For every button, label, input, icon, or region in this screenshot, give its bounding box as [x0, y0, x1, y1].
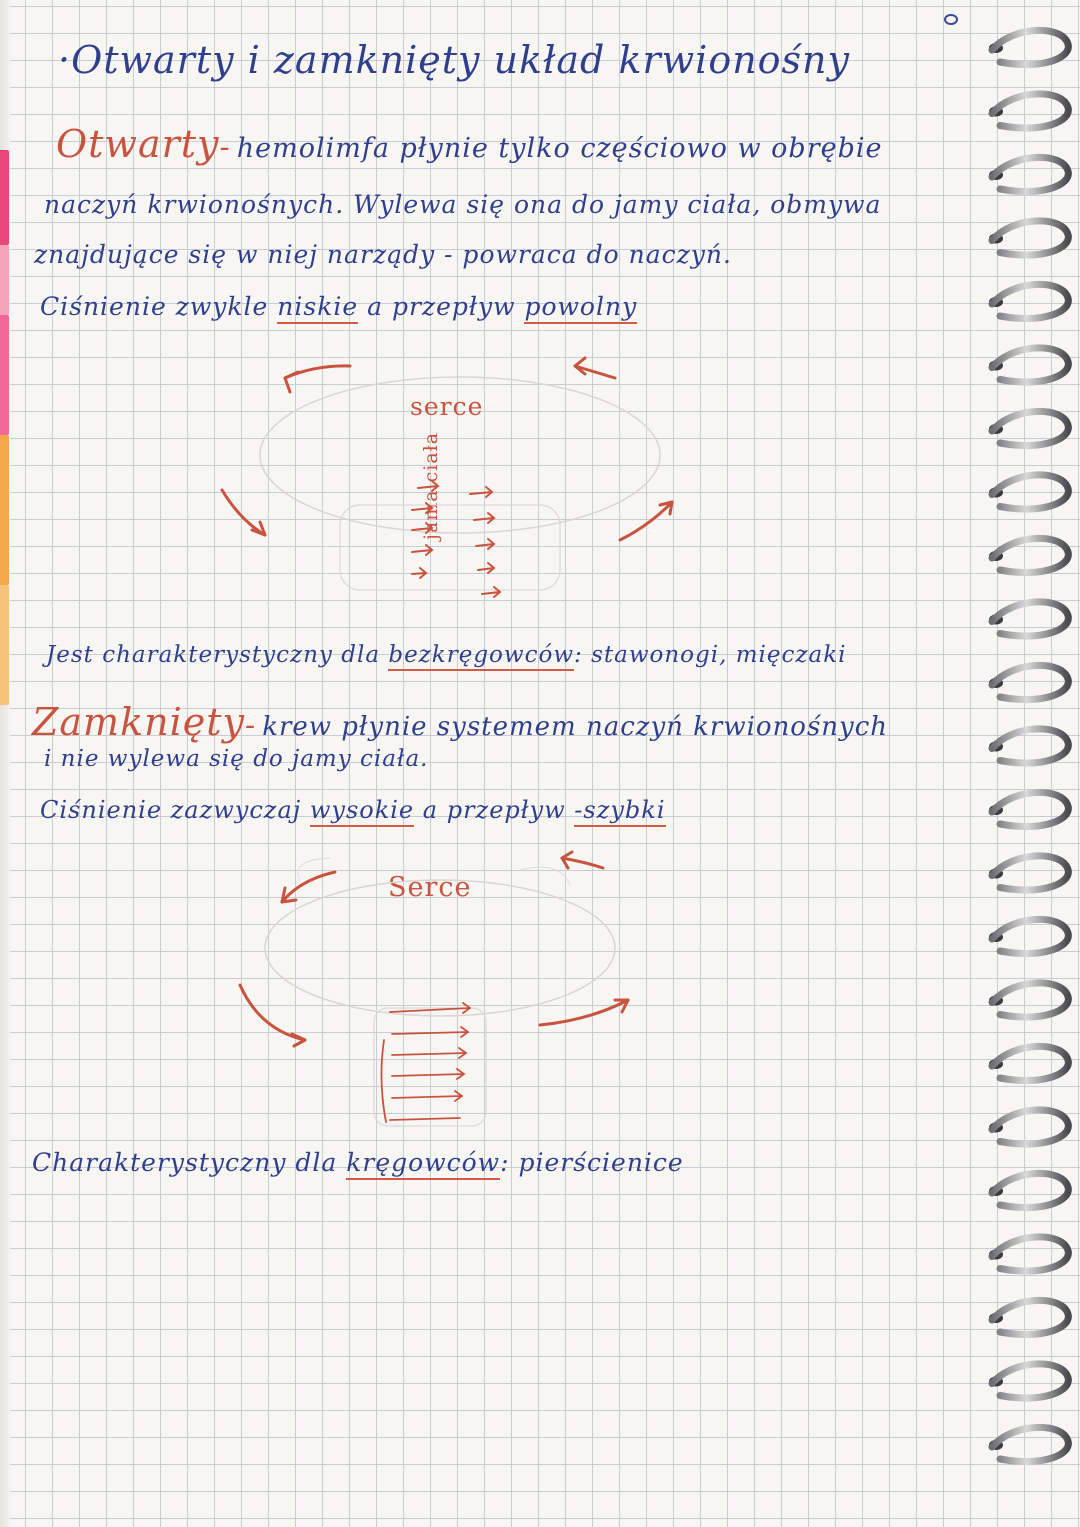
open-diagram-heart-label: serce: [410, 392, 484, 421]
index-tab: [0, 435, 9, 585]
index-tab: [0, 150, 9, 245]
open-characteristic-line: [46, 642, 847, 668]
spiral-coil: [992, 94, 1068, 128]
spiral-coil: [992, 1110, 1068, 1144]
closed-heading: Zamknięty: [32, 700, 245, 744]
open-line-3: znajdujące się w niej narządy - powraca do naczyń.: [34, 240, 732, 269]
closed-line-1-text: krew płynie systemem naczyń krwionośnych: [262, 712, 889, 742]
spiral-coil: [992, 1173, 1068, 1207]
page-title: ·Otwarty i zamknięty układ krwionośny: [58, 38, 850, 82]
spiral-coil: [992, 157, 1068, 191]
closed-pressure-value: wysokie: [310, 796, 414, 827]
spiral-coil: [992, 983, 1068, 1017]
spiral-coil: [992, 411, 1068, 445]
spiral-coil: [992, 1364, 1068, 1398]
open-diagram-cavity-label: jama ciała: [420, 431, 442, 540]
open-line-1-text: hemolimfa płynie tylko częściowo w obrębie: [236, 133, 883, 164]
spiral-coil: [992, 475, 1068, 509]
spiral-coil: [992, 348, 1068, 382]
open-line-2: naczyń krwionośnych. Wylewa się ona do jamy ciała, obmywa: [44, 190, 882, 219]
spiral-binding: [982, 0, 1080, 1527]
spiral-coil: [992, 1300, 1068, 1334]
spiral-coil: [992, 1046, 1068, 1080]
open-flow-value: powolny: [524, 292, 637, 324]
closed-characteristic-label: Charakterystyczny dla: [32, 1148, 338, 1177]
open-pressure-value: niskie: [277, 292, 358, 324]
spiral-coil: [992, 30, 1068, 64]
spiral-coil: [992, 792, 1068, 826]
spiral-coil: [992, 919, 1068, 953]
spiral-coil: [992, 1427, 1068, 1461]
closed-characteristic-examples: : pierścienice: [500, 1148, 684, 1177]
ink-dot: [944, 14, 958, 25]
closed-flow-label: a przepływ: [422, 796, 566, 824]
spiral-coil: [992, 221, 1068, 255]
open-flow-label: a przepływ: [367, 292, 516, 321]
open-characteristic-group: bezkręgowców: [388, 642, 574, 671]
open-heading: Otwarty: [56, 122, 220, 166]
spiral-coil: [992, 665, 1068, 699]
open-characteristic-label: Jest charakterystyczny dla: [46, 642, 381, 668]
closed-dash: -: [244, 708, 257, 743]
index-tab: [0, 585, 9, 705]
closed-characteristic-line: [32, 1148, 684, 1177]
closed-line-2: i nie wylewa się do jamy ciała.: [44, 746, 429, 772]
index-tab: [0, 245, 9, 315]
closed-line-1: [32, 700, 888, 744]
index-tab: [0, 315, 9, 435]
spiral-coil: [992, 1237, 1068, 1271]
spiral-coil: [992, 729, 1068, 763]
open-line-1: [56, 122, 883, 166]
spiral-coil: [992, 284, 1068, 318]
spiral-coil: [992, 538, 1068, 572]
closed-pressure-line: [40, 796, 666, 824]
closed-flow-value: -szybki: [574, 796, 665, 827]
open-pressure-line: [40, 292, 637, 321]
closed-characteristic-group: kręgowców: [346, 1148, 500, 1180]
closed-diagram-heart-label: Serce: [388, 872, 472, 903]
open-dash: -: [219, 130, 231, 165]
open-characteristic-examples: : stawonogi, mięczaki: [574, 642, 847, 668]
closed-pressure-label: Ciśnienie zazwyczaj: [40, 796, 302, 824]
spiral-coil: [992, 602, 1068, 636]
spiral-coil: [992, 856, 1068, 890]
open-pressure-label: Ciśnienie zwykle: [40, 292, 269, 321]
